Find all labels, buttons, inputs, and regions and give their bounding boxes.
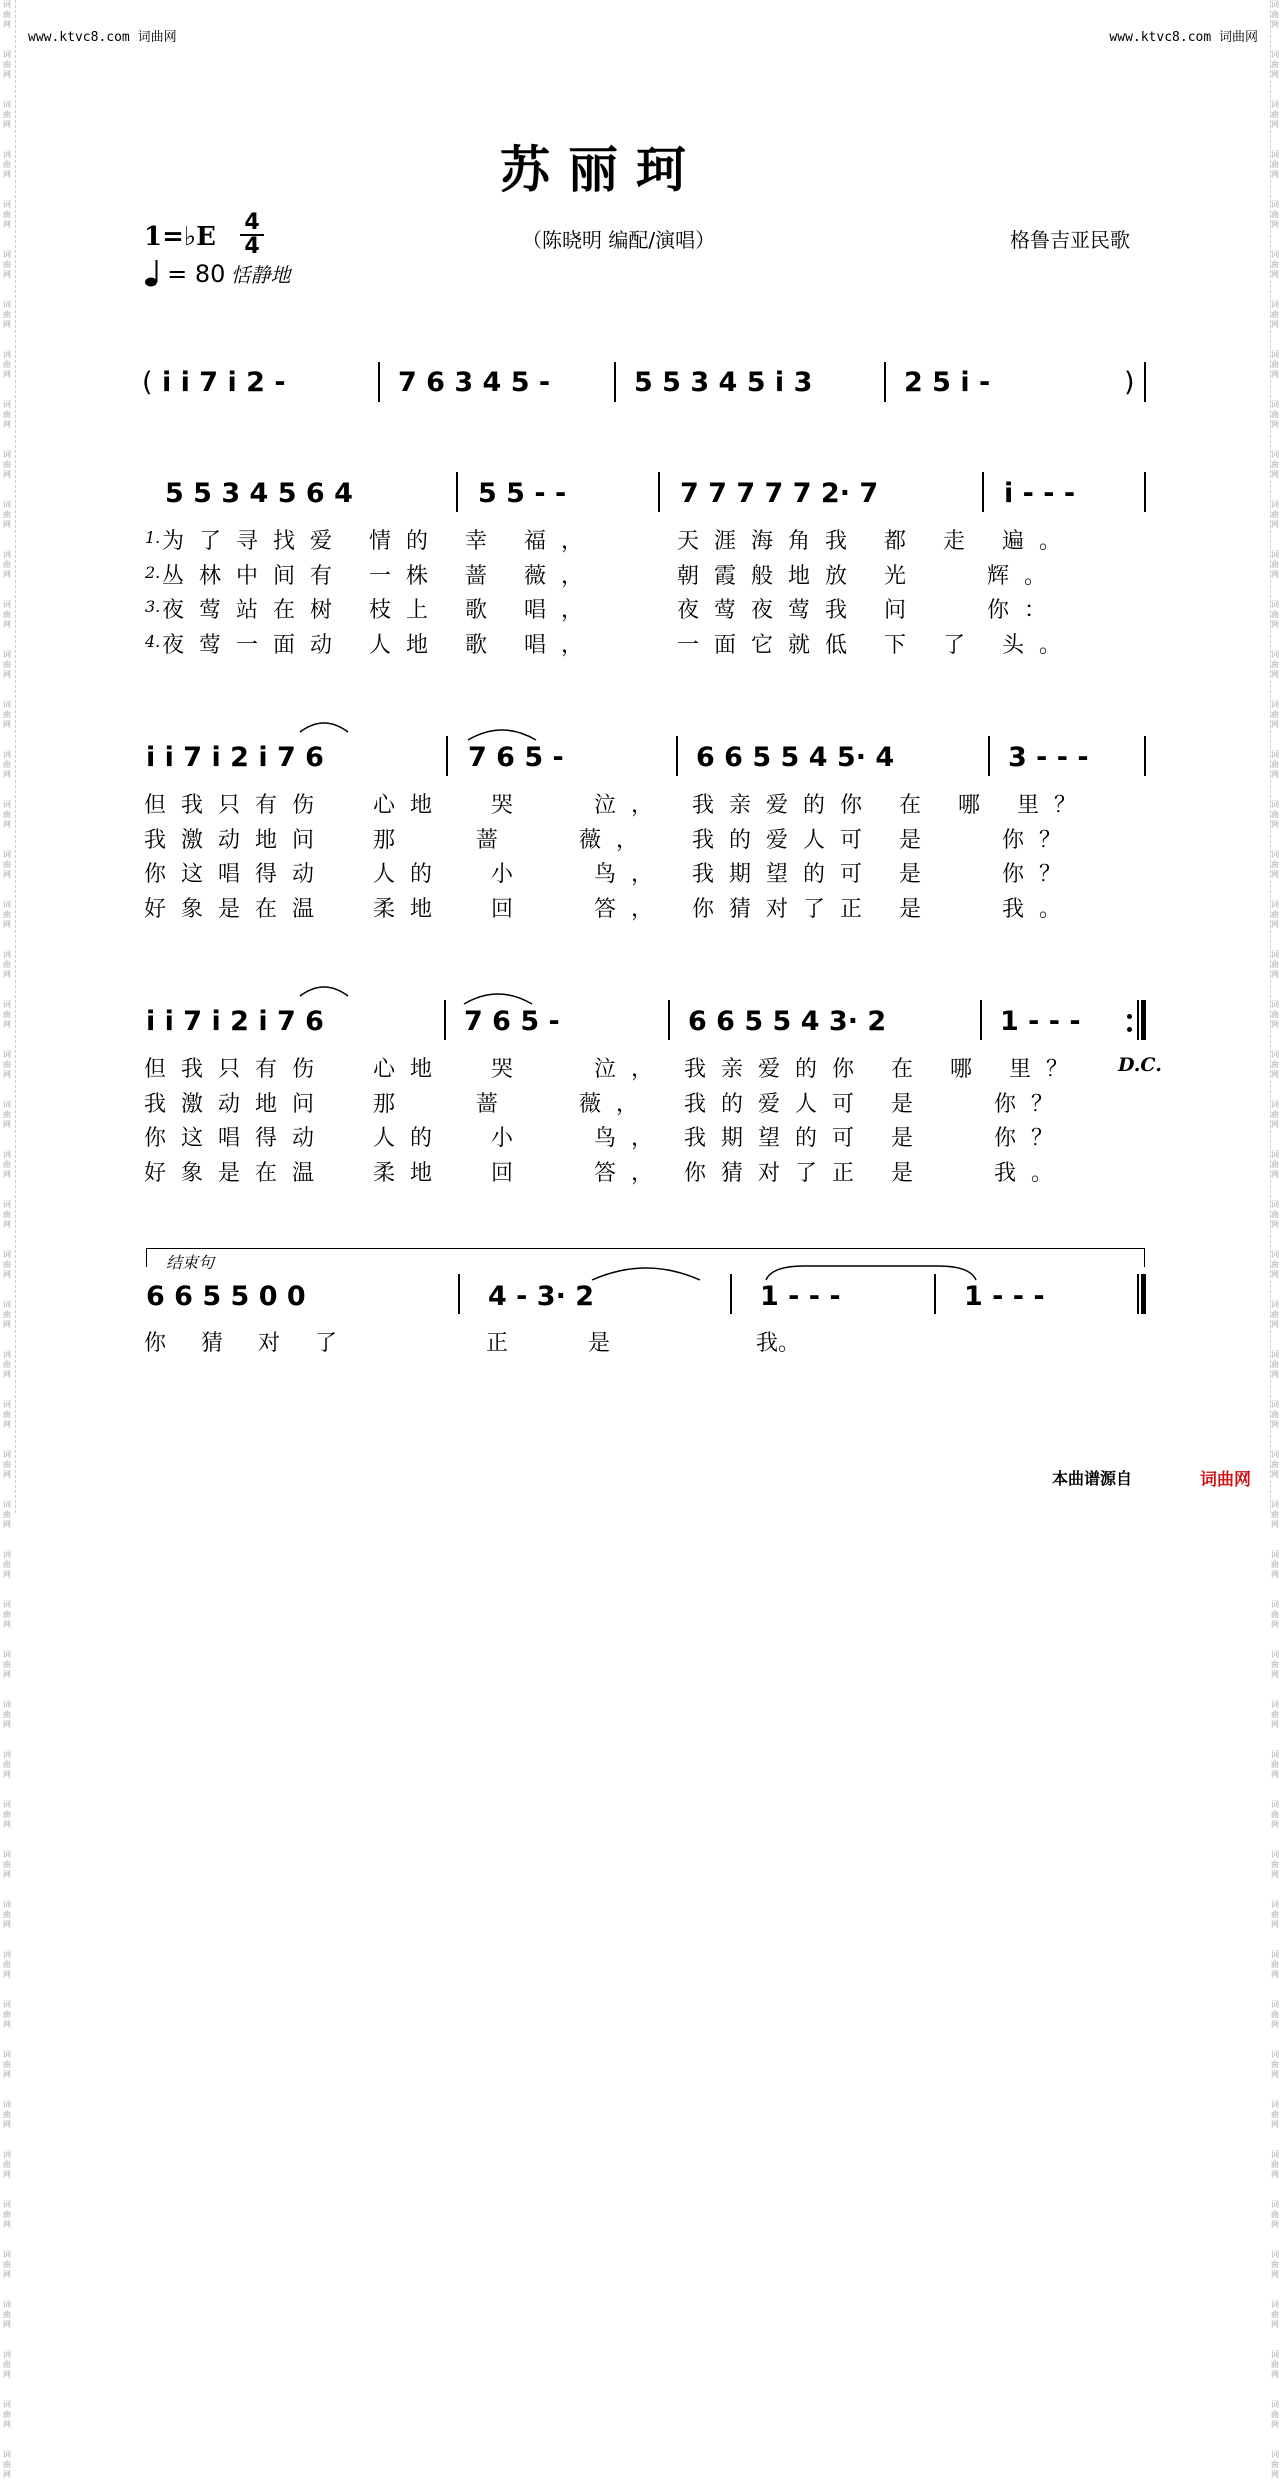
- lyric-phrase: 你猜对了正 是 我。: [692, 896, 1076, 922]
- final-barline: [1141, 1000, 1146, 1040]
- barline: [1137, 1000, 1139, 1040]
- lyric-phrase: 好象是在温 柔地 回 答，: [144, 896, 668, 922]
- line2-measure: 3 - - -: [1008, 742, 1089, 773]
- intro-measure: 7 6 3 4 5 -: [398, 367, 551, 398]
- coda-measure: 1 - - -: [964, 1281, 1045, 1312]
- lyric-phrase: 夜莺一面动 人地 歌 唱，: [162, 632, 598, 658]
- coda-measure: 1 - - -: [760, 1281, 841, 1312]
- left-watermark-strip: 词 曲 网 词 曲 网 词 曲 网 词 曲 网 词 曲 网 词 曲 网 词 曲 网 词 曲 网 词 曲 网 词 曲 网 词 曲 网 词 曲 网 词 曲 网 词 曲 网 词 曲 网 词 曲 网 词 曲 网 词 曲 网 词 曲 网 词 曲 网 词 曲 网 词 曲 网 词 曲 网 词 曲 网 词 曲 网 词 曲 网 词 曲 网 词 曲 网 词 曲 网 词 曲 网 词 曲 网 词 曲 网 词 曲 网 词 曲 网 词 曲 网 词 曲 网 词 曲 网 词 曲 网 词 曲 网 词 曲 网 词 曲 网 词 曲 网 词 曲 网 词 曲 网 词 曲 网 词 曲 网 词 曲 网 词 曲 网 词 曲 网 词 曲 网: [3, 0, 16, 1513]
- lyric-phrase: 我的爱人可 是 你？: [692, 827, 1076, 853]
- slur: [466, 726, 538, 742]
- barline: [668, 1000, 670, 1040]
- barline: [1137, 1274, 1139, 1314]
- repeat-dots: [1127, 1010, 1133, 1038]
- barline: [730, 1274, 732, 1314]
- line1-measure: 5 5 - -: [478, 478, 567, 509]
- line1-measure: i - - -: [1004, 478, 1076, 509]
- barline: [1144, 736, 1146, 776]
- lyric-phrase: 我的爱人可 是 你？: [684, 1091, 1068, 1117]
- line1-measure: 7 7 7 7 7 2· 7: [680, 478, 879, 509]
- intro-measure: i i 7 i 2 -: [162, 367, 286, 398]
- time-signature-bottom: 4: [240, 234, 264, 258]
- barline: [934, 1274, 936, 1314]
- line3-measure: i i 7 i 2 i 7 6: [146, 1006, 324, 1037]
- lyric-phrase: 但我只有伤 心地 哭 泣，: [144, 793, 668, 818]
- barline: [982, 472, 984, 512]
- time-signature-top: 4: [244, 210, 260, 235]
- barline: [1144, 472, 1146, 512]
- barline: [458, 1274, 460, 1314]
- line3-measure: 7 6 5 -: [464, 1006, 560, 1037]
- lyric-phrase: 我亲爱的你 在 哪 里？: [684, 1057, 1083, 1082]
- coda-lyric: 正: [486, 1331, 509, 1356]
- line3-measure: 6 6 5 5 4 3· 2: [688, 1006, 887, 1037]
- lyric-phrase: 你猜对了正 是 我。: [684, 1160, 1068, 1186]
- lyric-phrase: 但我只有伤 心地 哭 泣，: [144, 1057, 668, 1082]
- coda-measure: 6 6 5 5 0 0: [146, 1281, 306, 1312]
- lyric-phrase: 我期望的可 是 你？: [684, 1126, 1068, 1151]
- lyric-phrase: 你这唱得动 人的 小 鸟，: [144, 1126, 668, 1151]
- time-signature: [240, 212, 264, 258]
- coda-lyric: 我。: [756, 1331, 801, 1356]
- site-header-left[interactable]: www.ktvc8.com 词曲网: [28, 30, 177, 45]
- barline: [1144, 362, 1146, 402]
- key-signature: 1=♭E: [144, 222, 216, 252]
- coda-lyric: 是: [588, 1331, 611, 1356]
- line2-measure: 6 6 5 5 4 5· 4: [696, 742, 895, 773]
- lyric-phrase: 我激动地问 那 蔷 薇，: [144, 827, 653, 853]
- quarter-note-icon: [144, 258, 162, 288]
- line3-measure: 1 - - -: [1000, 1006, 1081, 1037]
- lyric-phrase: 丛林中间有 一株 蔷 薇，: [162, 563, 598, 589]
- slur: [590, 1262, 702, 1282]
- line2-measure: i i 7 i 2 i 7 6: [146, 742, 324, 773]
- brand-link[interactable]: 词曲网: [1200, 1470, 1251, 1490]
- right-watermark-strip: 词 曲 网 词 曲 网 词 曲 网 词 曲 网 词 曲 网 词 曲 网 词 曲 网 词 曲 网 词 曲 网 词 曲 网 词 曲 网 词 曲 网 词 曲 网 词 曲 网 词 曲 网 词 曲 网 词 曲 网 词 曲 网 词 曲 网 词 曲 网 词 曲 网 词 曲 网 词 曲 网 词 曲 网 词 曲 网 词 曲 网 词 曲 网 词 曲 网 词 曲 网 词 曲 网 词 曲 网 词 曲 网 词 曲 网 词 曲 网 词 曲 网 词 曲 网 词 曲 网 词 曲 网 词 曲 网 词 曲 网 词 曲 网 词 曲 网 词 曲 网 词 曲 网 词 曲 网 词 曲 网 词 曲 网 词 曲 网 词 曲 网 词 曲 网: [1270, 0, 1283, 1513]
- barline: [884, 362, 886, 402]
- intro-measure: 2 5 i -: [904, 367, 991, 398]
- song-origin: 格鲁吉亚民歌: [1010, 228, 1130, 252]
- intro-measure: 5 5 3 4 5 i 3: [634, 367, 813, 398]
- lyric-phrase: 我激动地问 那 蔷 薇，: [144, 1091, 653, 1117]
- intro-open-paren: (: [142, 367, 153, 398]
- lyric-phrase: 夜莺夜莺我 问 你：: [677, 598, 1061, 623]
- coda-measure: 4 - 3· 2: [488, 1281, 595, 1312]
- lyric-phrase: 朝霞般地放 光 辉。: [677, 563, 1061, 589]
- lyric-phrase: 一面它就低 下 了 头。: [677, 632, 1076, 658]
- arranger-credit: （陈晓明 编配/演唱）: [522, 228, 716, 252]
- line2-measure: 7 6 5 -: [468, 742, 564, 773]
- slur: [298, 982, 350, 998]
- lyric-phrase: 我亲爱的你 在 哪 里？: [692, 793, 1091, 818]
- barline: [614, 362, 616, 402]
- verse-number: 3.: [145, 597, 161, 616]
- barline: [444, 1000, 446, 1040]
- barline: [988, 736, 990, 776]
- tempo-marking: [144, 258, 290, 288]
- verse-number: 2.: [145, 562, 161, 582]
- barline: [446, 736, 448, 776]
- barline: [980, 1000, 982, 1040]
- lyric-phrase: 夜莺站在树 枝上 歌 唱，: [162, 598, 598, 623]
- slur: [462, 990, 534, 1006]
- coda-lyric: 你 猜 对 了: [144, 1331, 351, 1356]
- lyric-phrase: 天涯海角我 都 走 遍。: [677, 529, 1076, 554]
- source-label: 本曲谱源自: [1052, 1469, 1133, 1488]
- barline: [658, 472, 660, 512]
- intro-close-paren: ): [1124, 367, 1135, 398]
- site-header-right[interactable]: www.ktvc8.com 词曲网: [1109, 30, 1258, 45]
- lyric-phrase: 好象是在温 柔地 回 答，: [144, 1160, 668, 1186]
- da-capo-mark: D.C.: [1118, 1054, 1162, 1076]
- barline: [456, 472, 458, 512]
- tempo-value: = 80: [167, 260, 226, 288]
- song-title: 苏丽珂: [500, 141, 704, 199]
- slur: [298, 718, 350, 734]
- line1-measure: 5 5 3 4 5 6 4: [165, 478, 353, 509]
- lyric-phrase: 你这唱得动 人的 小 鸟，: [144, 862, 668, 887]
- coda-label: 结束句: [166, 1253, 215, 1272]
- final-barline: [1141, 1274, 1146, 1314]
- lyric-phrase: 我期望的可 是 你？: [692, 862, 1076, 887]
- lyric-phrase: 为了寻找爱 情的 幸 福，: [162, 529, 598, 554]
- verse-number: 4.: [145, 631, 161, 651]
- tempo-word: 恬静地: [230, 263, 291, 287]
- barline: [676, 736, 678, 776]
- tie: [764, 1262, 978, 1282]
- verse-number: 1.: [145, 528, 161, 547]
- barline: [378, 362, 380, 402]
